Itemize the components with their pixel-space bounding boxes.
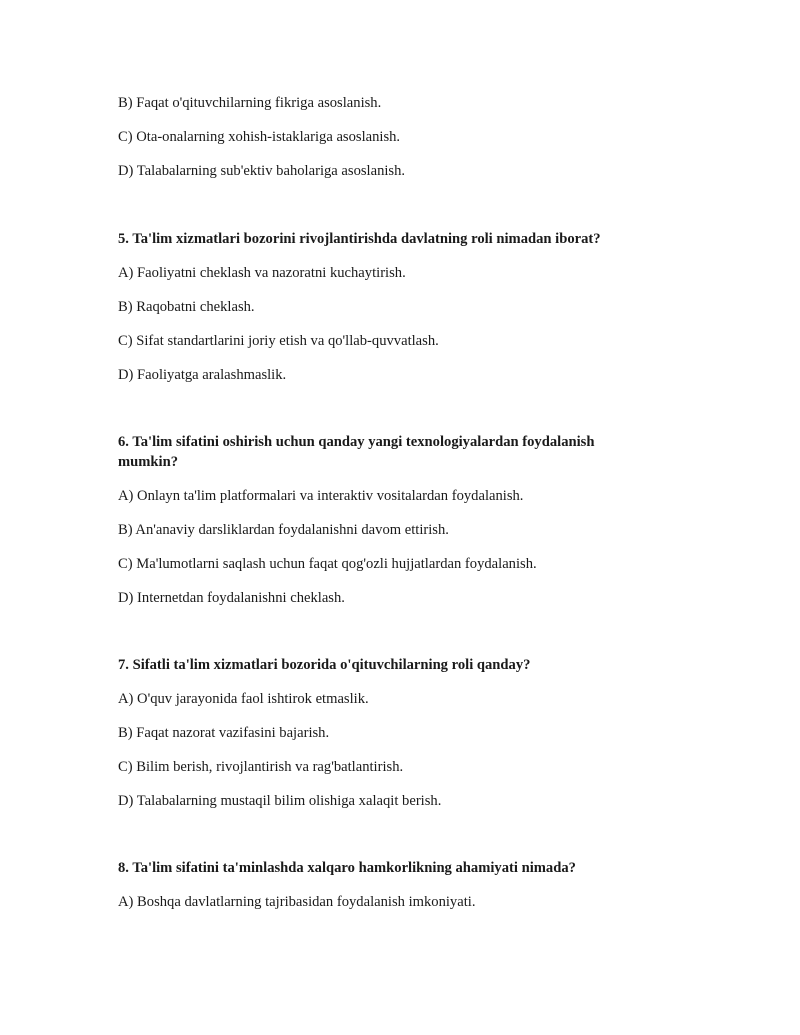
option-4b: B) Faqat o'qituvchilarning fikriga asoslanish. xyxy=(118,95,382,111)
option-6b: B) An'anaviy darsliklardan foydalanishni davom ettirish. xyxy=(118,522,449,538)
option-8a: A) Boshqa davlatlarning tajribasidan foydalanish imkoniyati. xyxy=(118,894,476,910)
option-7d: D) Talabalarning mustaqil bilim olishiga xalaqit berish. xyxy=(118,793,442,809)
option-7c: C) Bilim berish, rivojlantirish va rag'batlantirish. xyxy=(118,759,404,775)
question-6: 6. Ta'lim sifatini oshirish uchun qanday yangi texnologiyalardan foydalanish mumkin? xyxy=(118,434,595,470)
option-4c: C) Ota-onalarning xohish-istaklariga asoslanish. xyxy=(118,129,401,145)
option-6c: C) Ma'lumotlarni saqlash uchun faqat qog'ozli hujjatlardan foydalanish. xyxy=(118,556,537,572)
question-5: 5. Ta'lim xizmatlari bozorini rivojlantirishda davlatning roli nimadan iborat? xyxy=(118,231,601,247)
option-6d: D) Internetdan foydalanishni cheklash. xyxy=(118,590,345,606)
option-4d: D) Talabalarning sub'ektiv baholariga asoslanish. xyxy=(118,163,406,179)
option-7b: B) Faqat nazorat vazifasini bajarish. xyxy=(118,725,330,741)
option-6a: A) Onlayn ta'lim platformalari va interaktiv vositalardan foydalanish. xyxy=(118,488,524,504)
option-5c: C) Sifat standartlarini joriy etish va qo'llab-quvvatlash. xyxy=(118,333,439,349)
question-7: 7. Sifatli ta'lim xizmatlari bozorida o'qituvchilarning roli qanday? xyxy=(118,657,531,673)
option-5b: B) Raqobatni cheklash. xyxy=(118,299,255,315)
option-5a: A) Faoliyatni cheklash va nazoratni kuchaytirish. xyxy=(118,265,406,281)
question-8: 8. Ta'lim sifatini ta'minlashda xalqaro hamkorlikning ahamiyati nimada? xyxy=(118,860,576,876)
option-7a: A) O'quv jarayonida faol ishtirok etmaslik. xyxy=(118,691,369,707)
option-5d: D) Faoliyatga aralashmaslik. xyxy=(118,367,287,383)
